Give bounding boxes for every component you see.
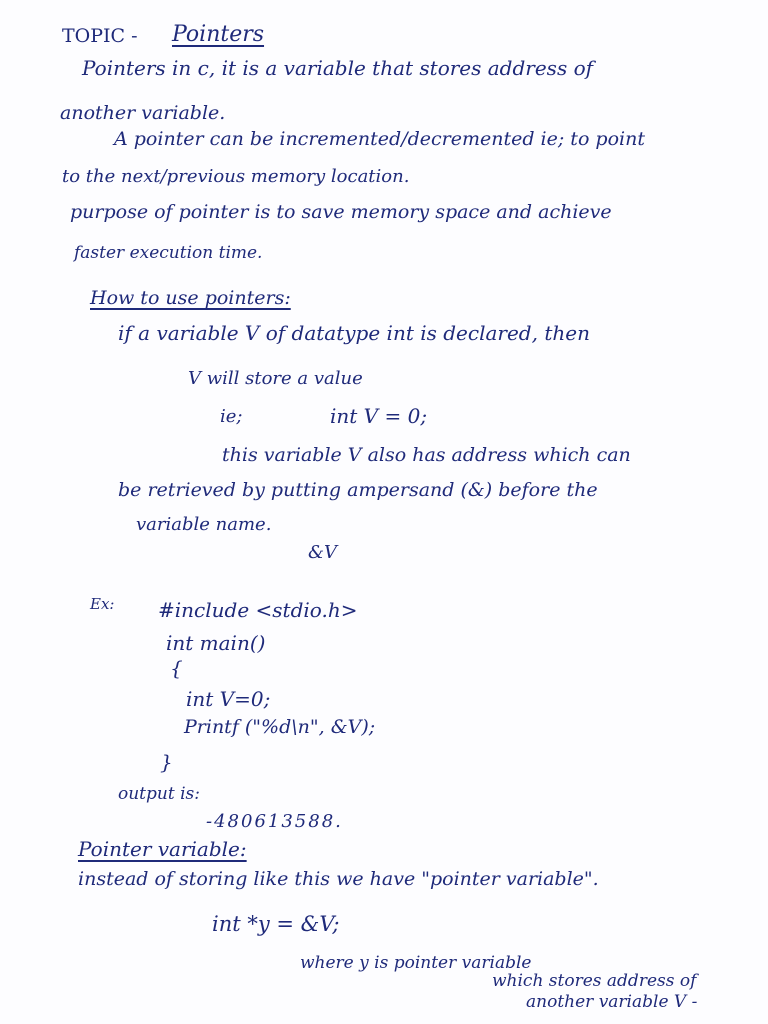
topic-title: Pointers [172,22,265,47]
pointer-variable-code: int *y = &V; [212,912,340,936]
example-code-printf: Printf ("%d\n", &V); [184,716,376,738]
intro-line-1: Pointers in c, it is a variable that stores address of [82,56,594,80]
example-code-declaration: int V=0; [186,687,271,711]
pointer-variable-where-2: which stores address of [492,971,697,991]
topic-label: TOPIC - [62,25,138,47]
how-to-line-4: this variable V also has address which can [222,444,631,466]
intro-line-4: to the next/previous memory location. [62,166,410,187]
pointer-variable-heading: Pointer variable: [78,837,247,861]
example-code-include: #include <stdio.h> [158,598,358,622]
how-to-line-1: if a variable V of datatype int is declared, then [118,321,590,345]
intro-line-2: another variable. [60,102,226,124]
how-to-address-of: &V [308,542,338,563]
example-code-open-brace: { [170,656,183,680]
intro-line-6: faster execution time. [74,243,263,263]
intro-line-5: purpose of pointer is to save memory space and achieve [70,201,612,223]
how-to-line-5: be retrieved by putting ampersand (&) before the [118,479,598,501]
example-code-close-brace: } [160,750,173,774]
intro-line-3: A pointer can be incremented/decremented ie; to point [114,128,645,150]
example-label: Ex: [90,595,115,613]
output-value: -480613588. [206,811,343,832]
pointer-variable-where-3: another variable V - [526,992,698,1012]
how-to-ie: ie; [220,406,243,427]
output-label: output is: [118,784,200,804]
pointer-variable-line-1: instead of storing like this we have "pointer variable". [78,868,599,890]
how-to-heading: How to use pointers: [90,287,291,309]
pointer-variable-where-1: where y is pointer variable [300,953,532,973]
how-to-line-6: variable name. [136,514,272,535]
how-to-line-2: V will store a value [188,368,363,389]
example-code-main: int main() [166,631,266,655]
how-to-code-declaration: int V = 0; [330,404,428,428]
